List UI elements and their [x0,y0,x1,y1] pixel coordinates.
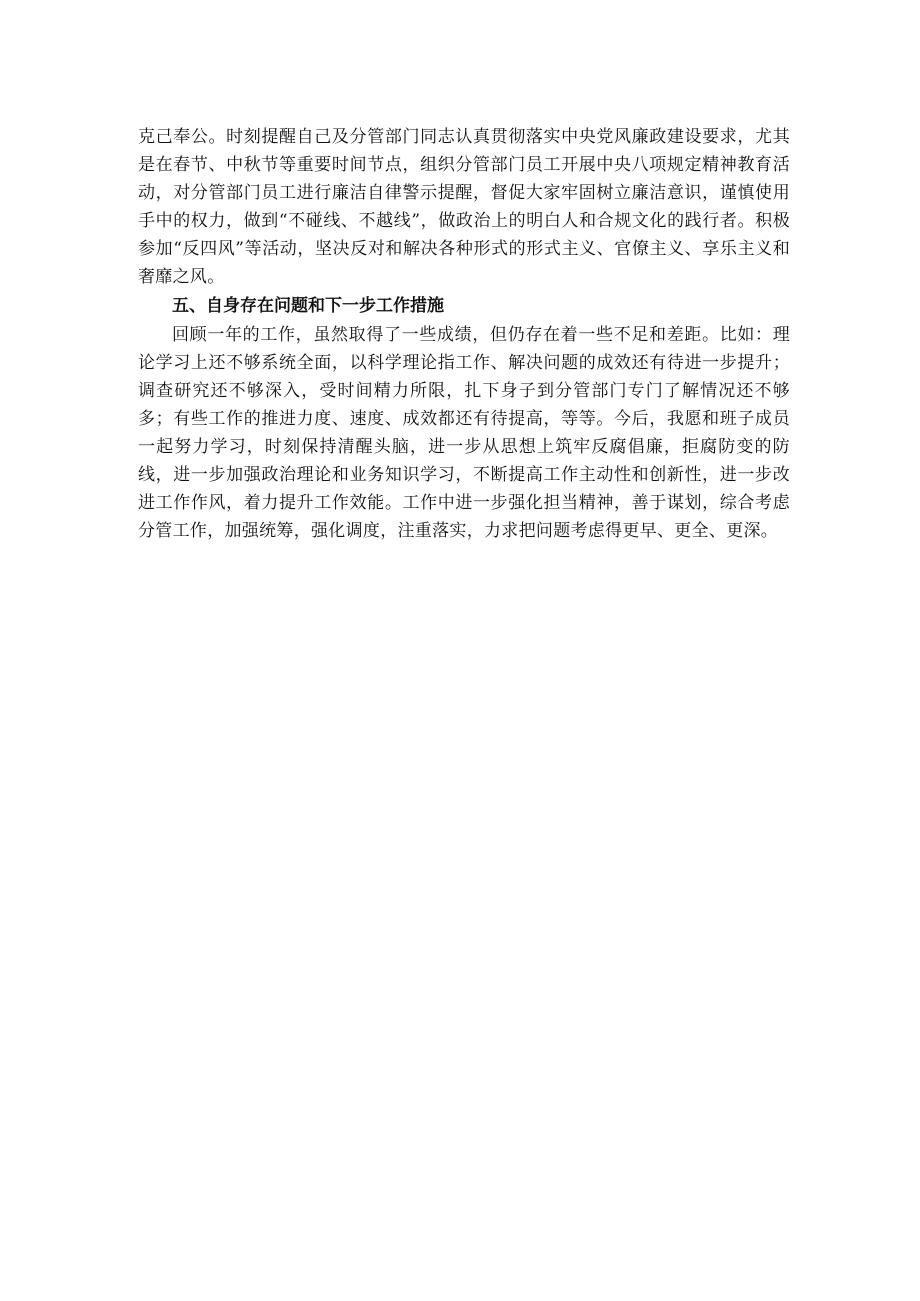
paragraph-problems-and-measures: 回顾一年的工作，虽然取得了一些成绩，但仍存在着一些不足和差距。比如：理论学习上还不够系统全面，以科学理论指工作、解决问题的成效还有待进一步提升；调查研究还不够深入，受时间精力所限，扎下身子到分管部门专门了解情况还不够多；有些工作的推进力度、速度、成效都还有待提高，等等。今后，我愿和班子成员一起努力学习，时刻保持清醒头脑，进一步从思想上筑牢反腐倡廉，拒腐防变的防线，进一步加强政治理论和业务知识学习，不断提高工作主动性和创新性，进一步改进工作作风，着力提升工作效能。工作中进一步强化担当精神，善于谋划，综合考虑分管工作，加强统筹，强化调度，注重落实，力求把问题考虑得更早、更全、更深。 [138,325,790,541]
section-heading: 五、自身存在问题和下一步工作措施 [172,296,444,316]
document-page [138,123,790,545]
paragraph-continued: 克己奉公。时刻提醒自己及分管部门同志认真贯彻落实中央党风廉政建设要求，尤其是在春节、中秋节等重要时间节点，组织分管部门员工开展中央八项规定精神教育活动，对分管部门员工进行廉洁自律警示提醒，督促大家牢固树立廉洁意识，谨慎使用手中的权力，做到“不碰线、不越线”，做政治上的明白人和合规文化的践行者。积极参加“反四风”等活动，坚决反对和解决各种形式的形式主义、官僚主义、享乐主义和奢靡之风。 [138,127,790,287]
